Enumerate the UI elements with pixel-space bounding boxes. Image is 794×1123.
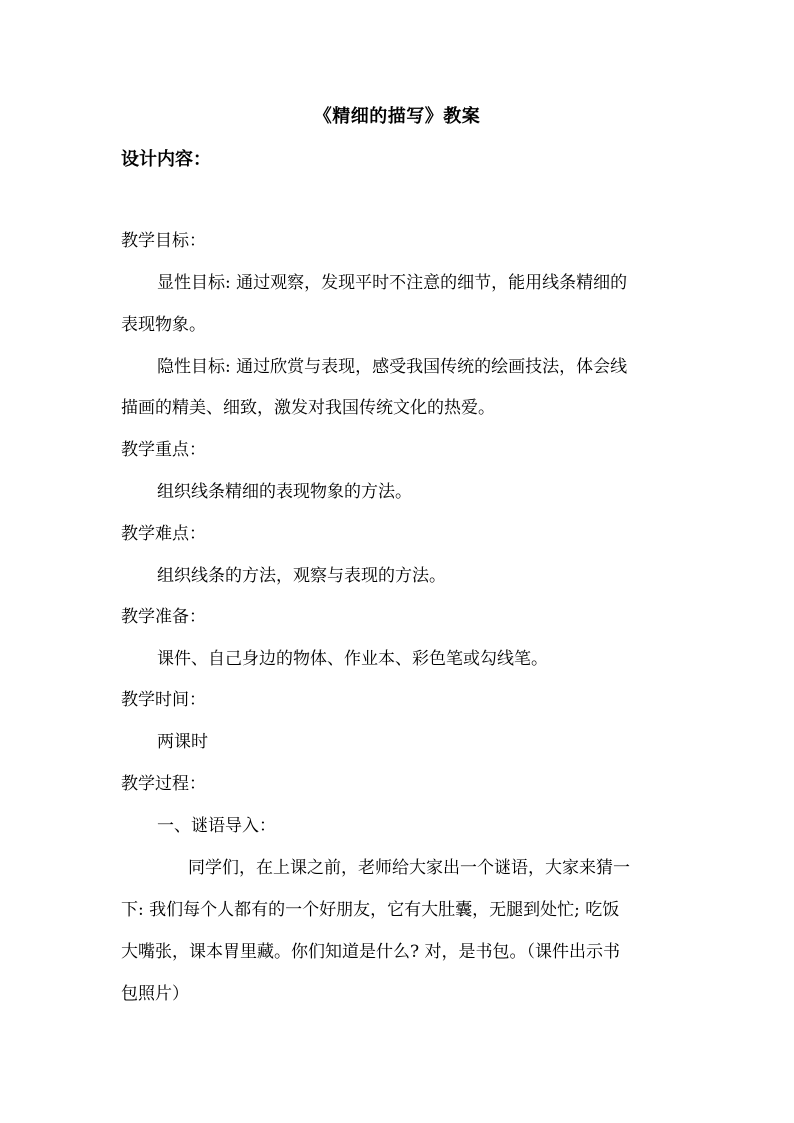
implicit-objective-line-2: 描画的精美、细致，激发对我国传统文化的热爱。: [121, 398, 495, 418]
preparation-heading: 教学准备：: [121, 607, 206, 627]
implicit-objective-line-1: 隐性目标: 通过欣赏与表现，感受我国传统的绘画技法，体会线: [157, 357, 628, 377]
objectives-heading: 教学目标：: [121, 231, 206, 251]
process-step1-heading: 一、谜语导入：: [157, 816, 276, 836]
process-step1-line-2: 下: 我们每个人都有的一个好朋友，它有大肚囊，无腿到处忙; 吃饭: [121, 900, 620, 920]
preparation-text: 课件、自己身边的物体、作业本、彩色笔或勾线笔。: [157, 649, 548, 669]
document-title: 《精细的描写》教案: [313, 106, 481, 127]
key-points-heading: 教学重点：: [121, 440, 206, 460]
explicit-objective-line-2: 表现物象。: [121, 315, 206, 335]
process-step1-line-4: 包照片）: [121, 984, 189, 1004]
process-step1-line-3: 大嘴张，课本胃里藏。你们知道是什么? 对，是书包。（课件出示书: [121, 942, 621, 962]
time-text: 两课时: [157, 732, 208, 752]
time-heading: 教学时间：: [121, 690, 206, 710]
key-points-text: 组织线条精细的表现物象的方法。: [157, 482, 412, 502]
explicit-objective-line-1: 显性目标: 通过观察，发现平时不注意的细节，能用线条精细的: [157, 273, 628, 293]
difficulties-heading: 教学难点：: [121, 524, 206, 544]
difficulties-text: 组织线条的方法，观察与表现的方法。: [157, 566, 446, 586]
design-content-heading: 设计内容：: [121, 149, 211, 170]
process-step1-line-1: 同学们，在上课之前，老师给大家出一个谜语，大家来猜一: [188, 858, 630, 878]
process-heading: 教学过程：: [121, 774, 206, 794]
